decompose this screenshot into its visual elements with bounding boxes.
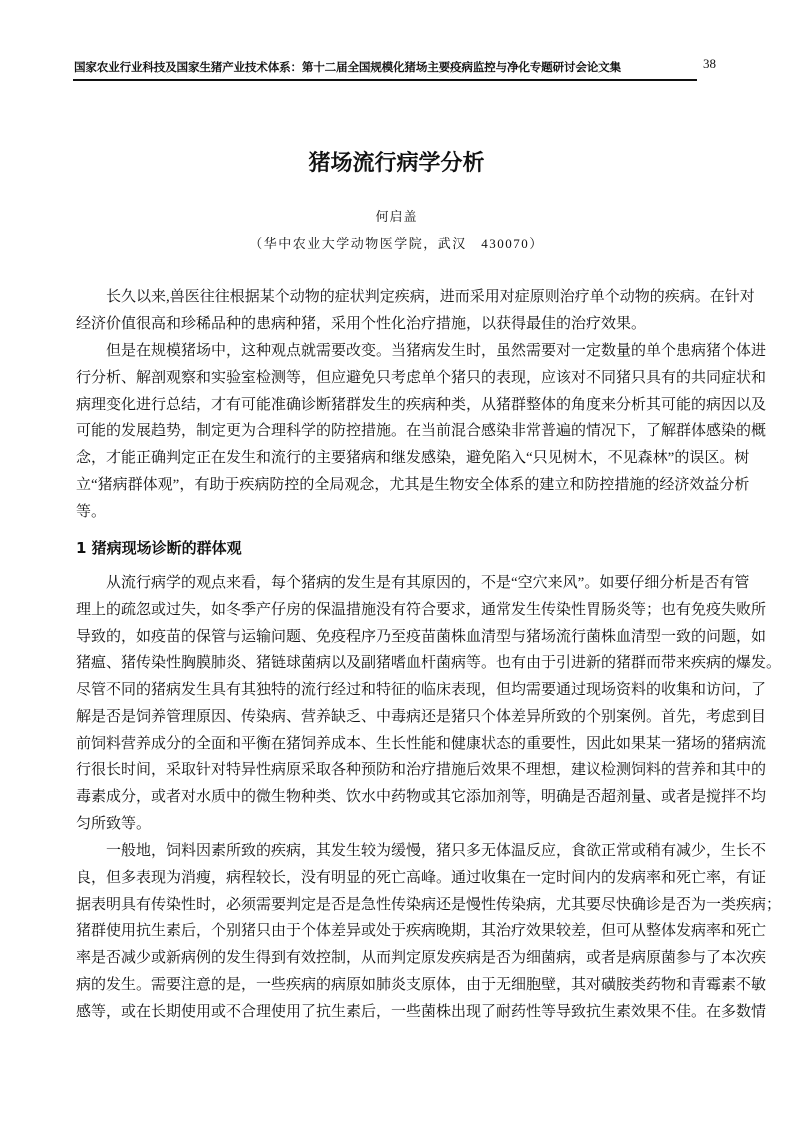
text-line: 但是在规模猪场中，这种观点就需要改变。当猪病发生时，虽然需要对一定数量的单个患病猪个体进 (106, 343, 767, 359)
text-line: 经济价值很高和珍稀品种的患病种猪，采用个性化治疗措施，以获得最佳的治疗效果。 (76, 315, 647, 332)
text-line: 从流行病学的观点来看，每个猪病的发生是有其原因的，不是“空穴来风”。如要仔细分析是否有管 (106, 575, 750, 591)
article-title: 猪场流行病学分析 (308, 151, 485, 176)
running-header: 国家农业行业科技及国家生猪产业技术体系：第十二届全国规模化猪场主要疫病监控与净化专题研讨会论文集 (74, 60, 621, 74)
text-line: 前饲料营养成分的全面和平衡在猪饲养成本、生长性能和健康状态的重要性，因此如果某一猪场的猪病流 (76, 735, 767, 752)
text-line: 猪瘟、猪传染性胸膜肺炎、猪链球菌病以及副猪嗜血杆菌病等。也有由于引进新的猪群而带来疾病的爆发。 (76, 655, 782, 672)
text-line: 立“猪病群体观”，有助于疾病防控的全局观念，尤其是生物安全体系的建立和防控措施的经济效益分析 (76, 476, 750, 493)
section-heading: 1 猪病现场诊断的群体观 (76, 539, 242, 557)
text-line: 长久以来,兽医往往根据某个动物的症状判定疾病，进而采用对症原则治疗单个动物的疾病。在针对 (106, 289, 755, 305)
text-line: 可能的发展趋势，制定更为合理科学的防控措施。在当前混合感染非常普遍的情况下，了解群体感染的概 (76, 423, 767, 440)
text-line: 尽管不同的猪病发生具有其独特的流行经过和特征的临床表现，但均需要通过现场资料的收集和访问，了 (76, 682, 767, 698)
text-line: 率是否减少或新病例的发生得到有效控制，从而判定原发疾病是否为细菌病，或者是病原菌参与了本次疾 (76, 950, 767, 966)
paragraph (76, 284, 755, 338)
text-line: 匀所致等。 (76, 815, 152, 832)
text-line: 导致的，如疫苗的保管与运输问题、免疫程序乃至疫苗菌株血清型与猪场流行菌株血清型一致的问题，如 (76, 628, 767, 645)
author: 何启盖 (375, 209, 418, 224)
text-line: 病理变化进行总结，才有可能准确诊断猪群发生的疾病种类，从猪群整体的角度来分析其可能的病因以及 (76, 396, 767, 413)
text-line: 毒素成分，或者对水质中的微生物种类、饮水中药物或其它添加剂等，明确是否超剂量、或者是搅拌不均 (76, 789, 767, 805)
text-line: 据表明具有传染性时，必须需要判定是否是急性传染病还是慢性传染病，尤其要尽快确诊是否为一类疾病； (76, 896, 782, 913)
text-line: 猪群使用抗生素后，个别猪只由于个体差异或处于疾病晚期，其治疗效果较差，但可从整体发病率和死亡 (76, 923, 767, 940)
page-number: 38 (703, 56, 716, 71)
text-line: 理上的疏忽或过失，如冬季产仔房的保温措施没有符合要求，通常发生传染性胃肠炎等；也有免疫失败所 (76, 601, 767, 618)
text-line: 感等，或在长期使用或不合理使用了抗生素后，一些菌株出现了耐药性等导致抗生素效果不佳。在多数情 (76, 1003, 767, 1020)
paragraph (76, 570, 782, 838)
text-line: 病的发生。需要注意的是，一些疾病的病原如肺炎支原体，由于无细胞壁，其对磺胺类药物和青霉素不敏 (76, 976, 767, 993)
text-line: 念，才能正确判定正在发生和流行的主要猪病和继发感染，避免陷入“只见树木，不见森林”的误区。树 (76, 450, 750, 466)
text-line: 良，但多表现为消瘦，病程较长，没有明显的死亡高峰。通过收集在一定时间内的发病率和死亡率，有证 (76, 869, 767, 886)
text-line: 解是否是饲养管理原因、传染病、营养缺乏、中毒病还是猪只个体差异所致的个别案例。首先，考虑到目 (76, 708, 767, 725)
text-line: 一般地，饲料因素所致的疾病，其发生较为缓慢，猪只多无体温反应，食欲正常或稍有减少，生长不 (106, 843, 767, 859)
header-rule (73, 79, 697, 81)
text-line: 行很长时间，采取针对特异性病原采取各种预防和治疗措施后效果不理想，建议检测饲料的营养和其中的 (76, 762, 767, 779)
paragraph (76, 338, 767, 525)
affiliation: （华中农业大学动物医学院，武汉 430070） (249, 236, 544, 251)
paragraph (76, 838, 782, 1025)
text-line: 行分析、解剖观察和实验室检测等，但应避免只考虑单个猪只的表现，应该对不同猪只具有的共同症状和 (76, 369, 767, 386)
text-line: 等。 (76, 503, 107, 520)
